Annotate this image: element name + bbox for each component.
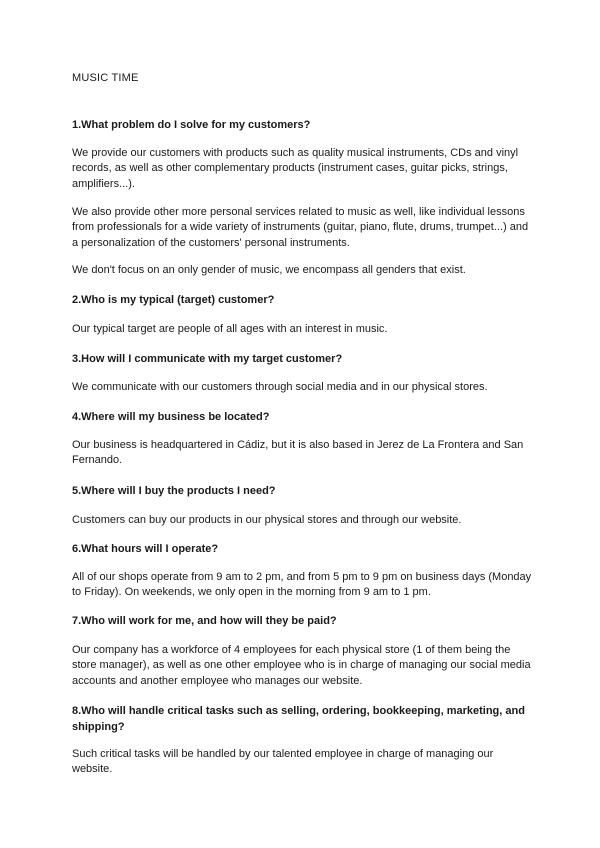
answer-paragraph: We provide our customers with products such as quality musical instruments, CDs and vinyl records, as well as other complementary products (instrument cases, guitar picks, strings, amplifiers...). [72,147,519,190]
answer-paragraph: Such critical tasks will be handled by our talented employee in charge of managing our website. [72,748,494,776]
document-title: MUSIC TIME [72,72,139,84]
question-heading: 4.Where will my business be located? [72,411,270,423]
answer-paragraph: We also provide other more personal services related to music as well, like individual lessons from professionals for a wide variety of instruments (guitar, piano, flute, drums, trumpet...) and a personalization of the customers' personal instruments. [72,206,529,249]
question-heading: 1.What problem do I solve for my customers? [72,119,311,131]
answer-paragraph: We don't focus on an only gender of music, we encompass all genders that exist. [72,264,466,276]
answer-paragraph: All of our shops operate from 9 am to 2 pm, and from 5 pm to 9 pm on business days (Monday to Friday). On weekends, we only open in the morning from 9 am to 1 pm. [72,571,532,599]
question-heading: 5.Where will I buy the products I need? [72,485,276,497]
answer-paragraph: Customers can buy our products in our physical stores and through our website. [72,514,462,526]
question-heading: 6.What hours will I operate? [72,543,219,555]
answer-paragraph: We communicate with our customers through social media and in our physical stores. [72,381,488,393]
answer-paragraph: Our typical target are people of all ages with an interest in music. [72,323,388,335]
question-heading: 8.Who will handle critical tasks such as selling, ordering, bookkeeping, marketing, and shipping? [72,705,525,733]
question-heading: 3.How will I communicate with my target customer? [72,353,343,365]
answer-paragraph: Our company has a workforce of 4 employees for each physical store (1 of them being the store manager), as well as one other employee who is in charge of managing our social media accounts and another employee who manages our website. [72,644,531,687]
answer-paragraph: Our business is headquartered in Cádiz, but it is also based in Jerez de La Frontera and San Fernando. [72,439,524,467]
question-heading: 2.Who is my typical (target) customer? [72,294,275,306]
question-heading: 7.Who will work for me, and how will they be paid? [72,615,337,627]
